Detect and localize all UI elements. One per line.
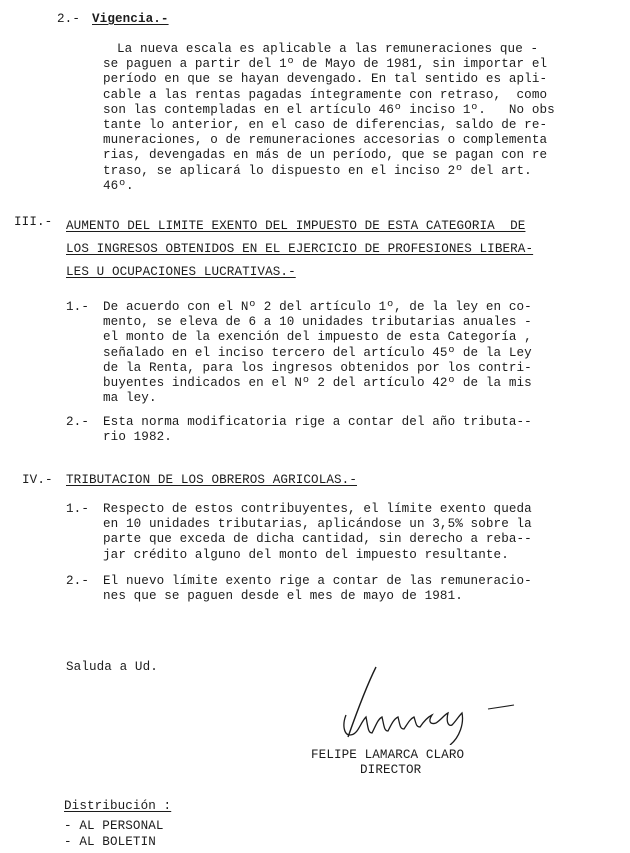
text-line: se paguen a partir del 1º de Mayo de 1981, sin importar el <box>103 57 548 72</box>
text-line: jar crédito alguno del monto del impuesto resultante. <box>103 547 509 562</box>
text-line: rio 1982. <box>103 430 172 445</box>
text-line: muneraciones, o de remuneraciones accesorias o complementa <box>103 133 548 148</box>
section-3-title-line: AUMENTO DEL LIMITE EXENTO DEL IMPUESTO DE ESTA CATEGORIA DE <box>66 219 526 233</box>
text-line: nes que se paguen desde el mes de mayo de 1981. <box>103 589 463 604</box>
text-line: cable a las rentas pagadas íntegramente con retraso, como <box>103 87 548 102</box>
text-line: parte que exceda de dicha cantidad, sin derecho a reba-- <box>103 532 532 547</box>
text-line: 46º. <box>103 178 134 193</box>
section-3-item-2-body <box>103 415 532 445</box>
section-4-number: IV.- <box>22 473 53 487</box>
section-3-item-1-number: 1.- <box>66 300 89 314</box>
text-line: Respecto de estos contribuyentes, el límite exento queda <box>103 502 532 516</box>
text-line: en 10 unidades tributarias, aplicándose un 3,5% sobre la <box>103 517 532 532</box>
section-4-item-1-number: 1.- <box>66 502 89 516</box>
section-3-item-2-number: 2.- <box>66 415 89 429</box>
text-line: período en que se hayan devengado. En tal sentido es apli- <box>103 72 548 87</box>
text-line: son las contempladas en el artículo 46º inciso 1º. No obs <box>103 102 555 117</box>
section-3-item-1-body <box>103 300 532 406</box>
distribution-label: Distribución : <box>64 799 172 813</box>
section-3-number: III.- <box>14 215 53 229</box>
section-2-number: 2.- <box>57 12 80 26</box>
closing-salutation: Saluda a Ud. <box>66 660 158 674</box>
text-line: La nueva escala es aplicable a las remuneraciones que - <box>117 42 539 56</box>
text-line: de la Renta, para los ingresos obtenidos por los contri- <box>103 360 532 375</box>
text-line: tante lo anterior, en el caso de diferencias, saldo de re- <box>103 118 548 133</box>
text-line: mento, se eleva de 6 a 10 unidades tributarias anuales - <box>103 315 532 330</box>
section-2-title: Vigencia.- <box>92 12 169 26</box>
section-4-title: TRIBUTACION DE LOS OBREROS AGRICOLAS.- <box>66 473 357 487</box>
text-line: ma ley. <box>103 391 157 406</box>
distribution-item: - AL BOLETIN <box>64 835 156 849</box>
section-2-body <box>103 42 555 194</box>
signatory-title: DIRECTOR <box>360 763 422 777</box>
text-line: Esta norma modificatoria rige a contar del año tributa-- <box>103 415 532 429</box>
text-line: De acuerdo con el Nº 2 del artículo 1º, de la ley en co- <box>103 300 532 314</box>
section-4-item-2-number: 2.- <box>66 574 89 588</box>
distribution-item: - AL PERSONAL <box>64 819 164 833</box>
text-line: el monto de la exención del impuesto de esta Categoría , <box>103 330 532 345</box>
section-3-title-line: LOS INGRESOS OBTENIDOS EN EL EJERCICIO DE PROFESIONES LIBERA- <box>66 242 534 256</box>
text-line: traso, se aplicará lo dispuesto en el inciso 2º del art. <box>103 163 532 178</box>
text-line: señalado en el inciso tercero del artículo 45º de la Ley <box>103 345 532 360</box>
section-3-title-line: LES U OCUPACIONES LUCRATIVAS.- <box>66 265 296 279</box>
section-4-item-2-body <box>103 574 532 604</box>
text-line: buyentes indicados en el Nº 2 del artículo 42º de la mis <box>103 376 532 391</box>
text-line: El nuevo límite exento rige a contar de las remuneracio- <box>103 574 532 588</box>
section-3-title <box>66 215 533 284</box>
section-4-item-1-body <box>103 502 532 563</box>
signature-graphic <box>338 665 528 745</box>
text-line: rias, devengadas en más de un período, que se pagan con re <box>103 148 548 163</box>
signatory-name: FELIPE LAMARCA CLARO <box>311 748 465 762</box>
